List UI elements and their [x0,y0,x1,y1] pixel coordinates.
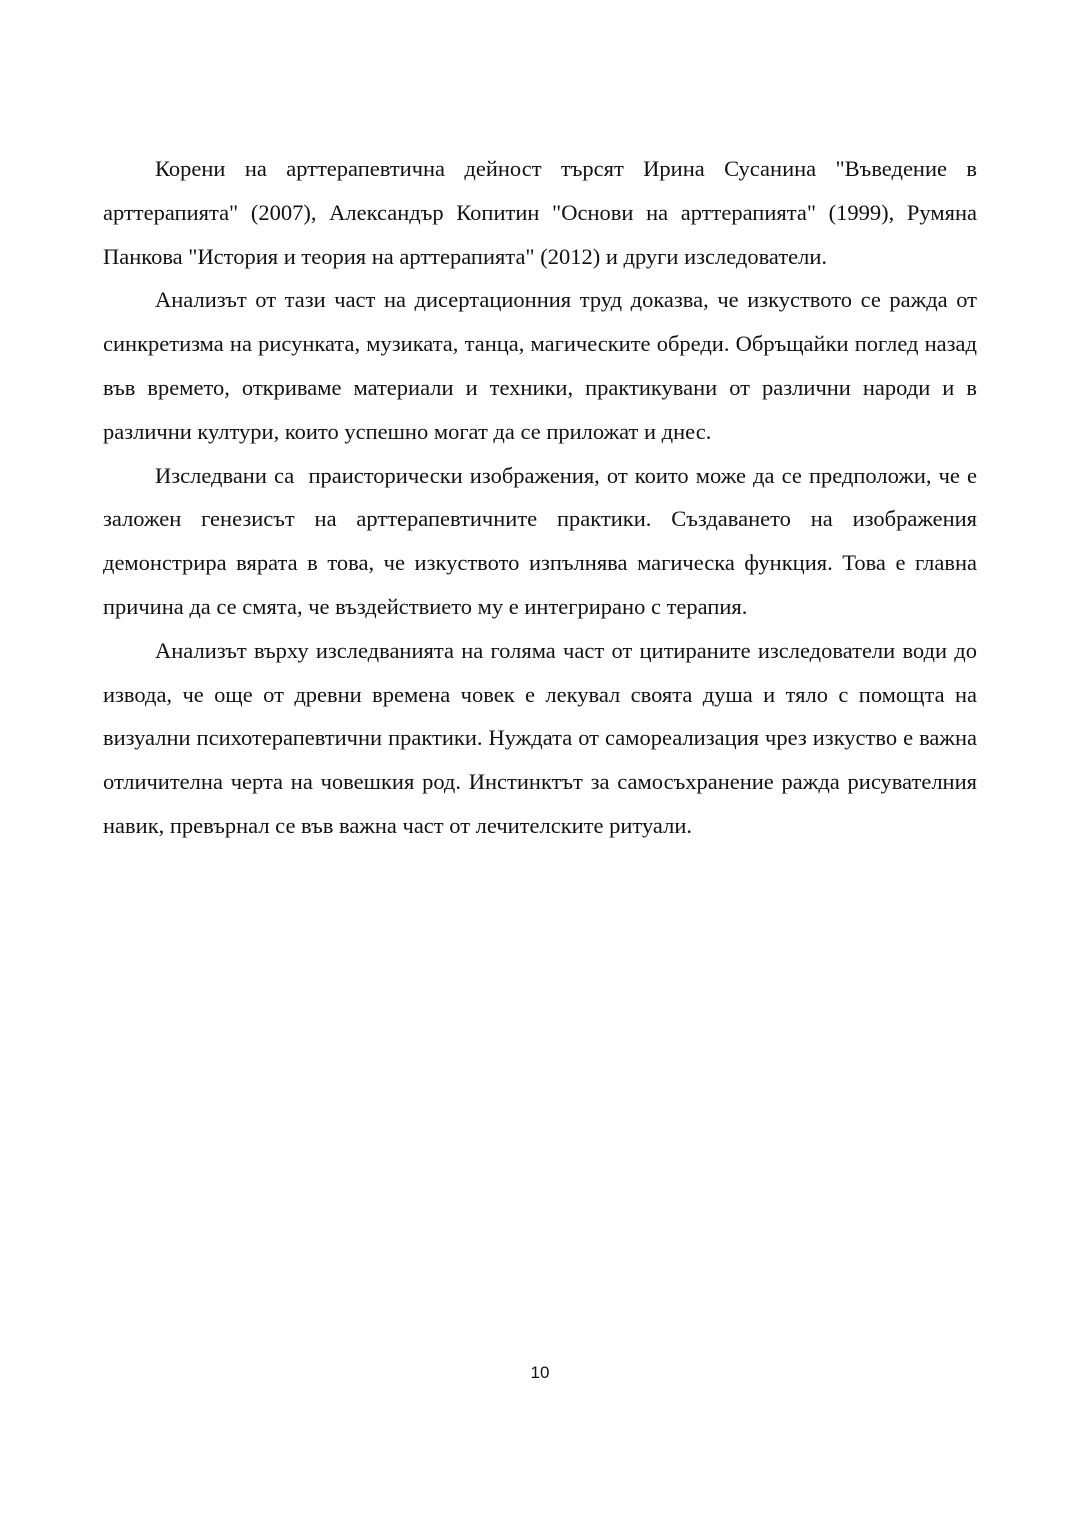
paragraph-4: Анализът върху изследванията на голяма част от цитираните изследователи води до извода, че още от древни времена човек е лекувал своята душа и тяло с помощта на визуални психотерапевтични практики. Нуждата от самореализация чрез изкуство е важна отличителна черта на човешкия род. Инстинктът за самосъхранение ражда рисувателния навик, превърнал се във важна част от лечителските ритуали. [103,637,983,838]
body-text [103,147,983,848]
page-number: 10 [530,1363,550,1382]
paragraph-3: Изследвани са праисторически изображения, от които може да се предположи, че е заложен генезисът на арттерапевтичните практики. Създаването на изображения демонстрира вярата в това, че изкуството изпълнява магическа функция. Това е главна причина да се смята, че въздействието му е интегрирано с терапия. [103,462,983,619]
paragraph-2: Анализът от тази част на дисертационния труд доказва, че изкуството се ражда от синкретизма на рисунката, музиката, танца, магическите обреди. Обръщайки поглед назад във времето, откриваме материали и техники, практикувани от различни народи и в различни култури, които успешно могат да се приложат и днес. [103,287,983,444]
paragraph-1: Корени на арттерапевтична дейност търсят Ирина Сусанина "Въведение в арттерапията" (2007), Александър Копитин "Основи на арттерапията" (1999), Румяна Панкова "История и теория на арттерапията" (2012) и други изследователи. [103,156,983,269]
